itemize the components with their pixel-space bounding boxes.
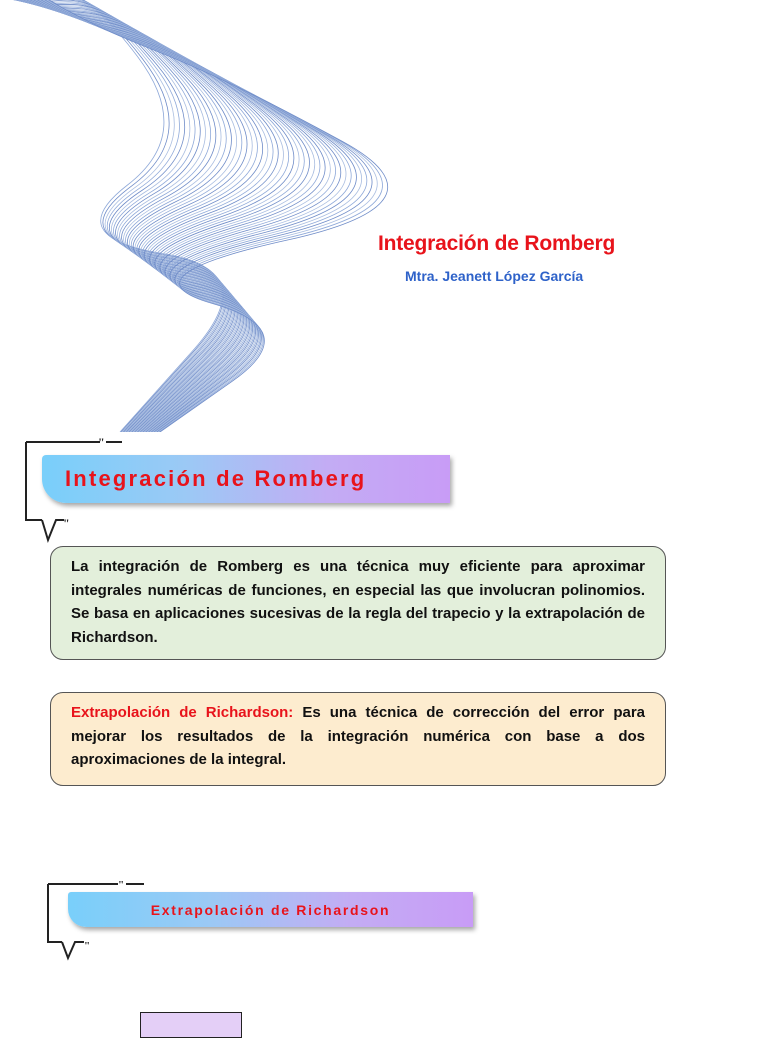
- section-banner-richardson-label: Extrapolación de Richardson: [150, 901, 391, 918]
- svg-text:": ": [63, 516, 70, 530]
- section-banner-romberg-label: Integración de Romberg: [65, 466, 367, 491]
- section-banner-richardson: [68, 892, 473, 927]
- wave-line: [19, 0, 309, 432]
- wave-line: [20, 0, 314, 432]
- section-banner-romberg: [42, 455, 450, 503]
- wave-line: [8, 0, 268, 432]
- svg-text:": ": [118, 879, 125, 891]
- svg-text:": ": [98, 435, 105, 449]
- richardson-definition-box: [50, 692, 666, 786]
- definition-text: La integración de Romberg es una técnica muy eficiente para aproximar integrales numéricas de funciones, en especial las que involucran polinomios. Se basa en aplicaciones sucesivas de la regla del trapecio y la extrapolación de Richardson.: [71, 558, 645, 646]
- richardson-definition-text: Es una técnica de corrección del error para mejorar los resultados de la integración numérica con base a dos aproximaciones de la integral.: [71, 704, 646, 768]
- wave-line: [16, 0, 299, 432]
- definition-box: [50, 546, 666, 660]
- wave-line: [29, 0, 346, 432]
- highlighted-term: [140, 1012, 242, 1038]
- richardson-term: Extrapolación de Richardson:: [71, 704, 294, 721]
- cover-author: Mtra. Jeanett López García: [405, 268, 584, 284]
- cut-off-text-line: [72, 1012, 252, 1036]
- cover-title: Integración de Romberg: [378, 232, 616, 255]
- svg-text:": ": [84, 940, 91, 952]
- wave-ribbon-illustration: [0, 0, 480, 432]
- wave-line: [0, 0, 235, 432]
